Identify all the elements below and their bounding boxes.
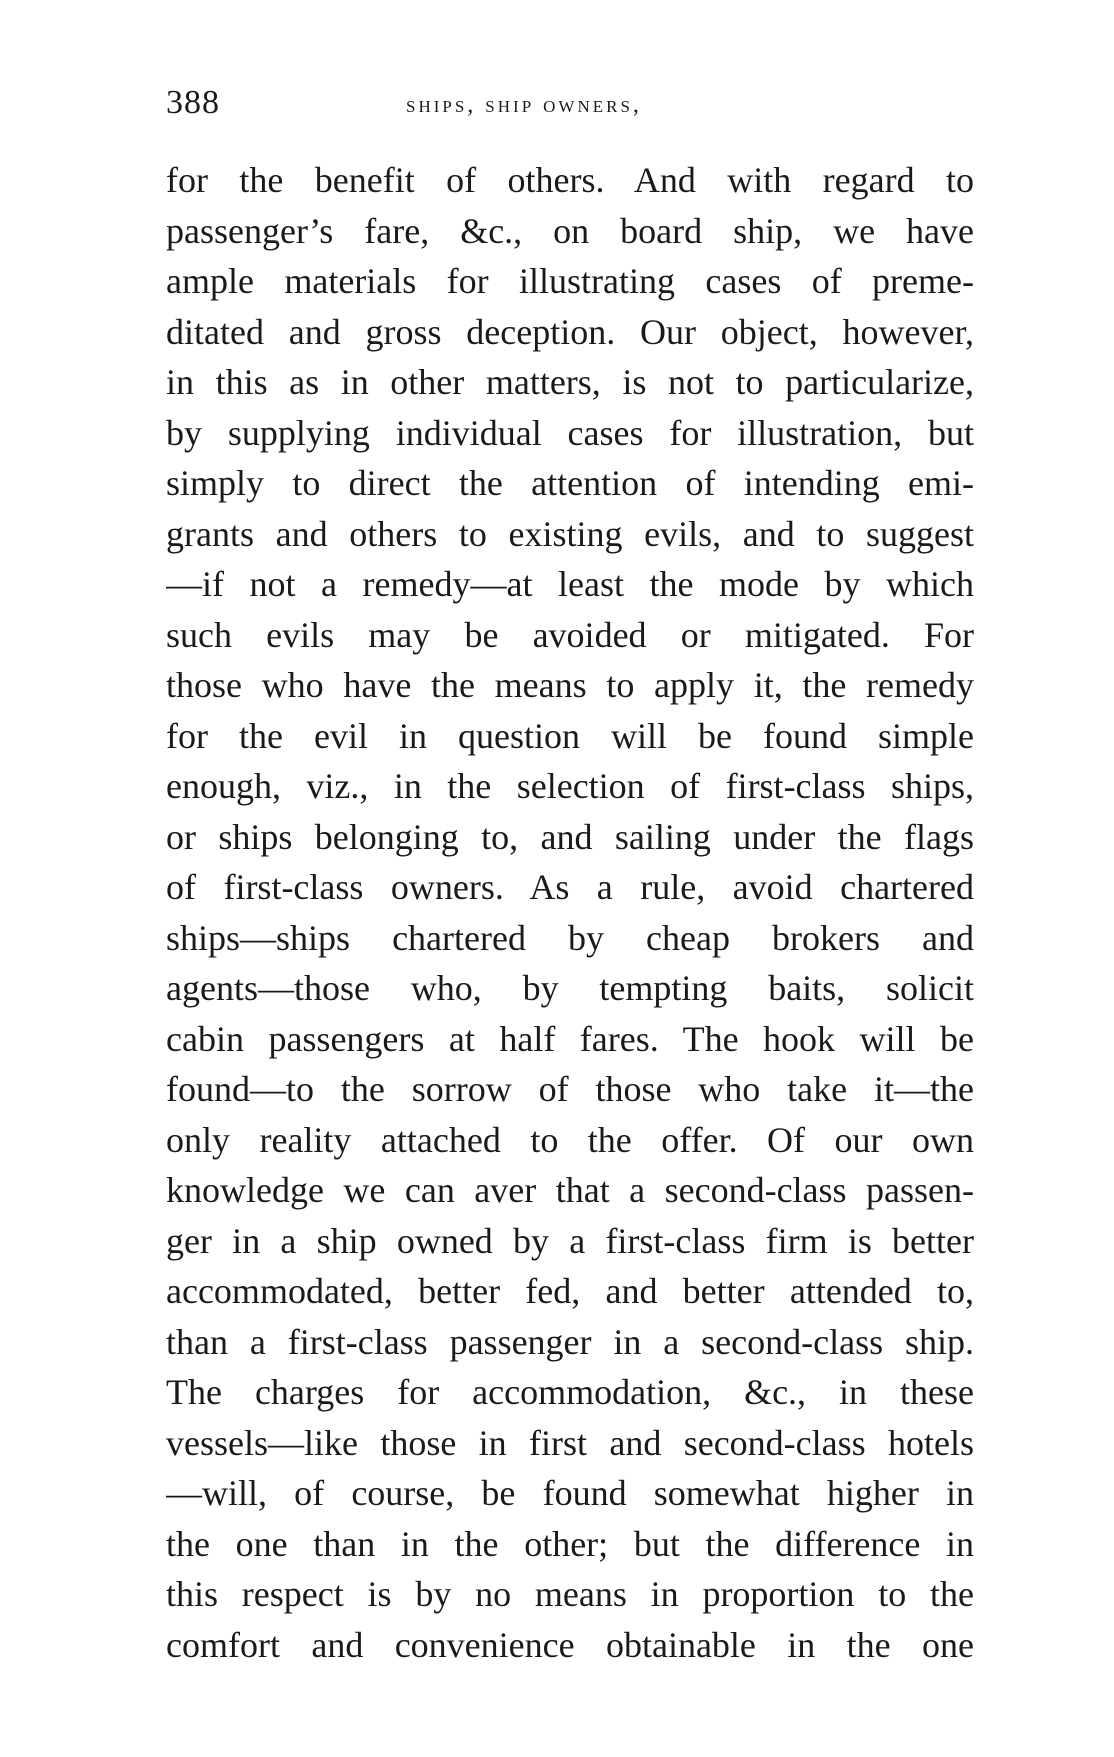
text-line: or ships belonging to, and sailing under the flags <box>166 816 974 857</box>
text-line: than a first-class passenger in a second-class ship. <box>166 1321 974 1362</box>
text-line: passenger’s fare, &c., on board ship, we have <box>166 210 974 251</box>
text-line: accommodated, better fed, and better attended to, <box>166 1271 974 1311</box>
text-line: by supplying individual cases for illustration, but <box>166 412 974 453</box>
text-line: the one than in the other; but the difference in <box>166 1523 974 1564</box>
text-line: ditated and gross deception. Our object, however, <box>166 311 974 352</box>
text-line: The charges for accommodation, &c., in these <box>166 1372 974 1412</box>
text-line: grants and others to existing evils, and to suggest <box>166 513 974 554</box>
page-number: 388 <box>166 84 220 121</box>
text-line: enough, viz., in the selection of first-class ships, <box>166 766 974 806</box>
text-line: of first-class owners. As a rule, avoid chartered <box>166 867 974 907</box>
text-line: for the benefit of others. And with regard to <box>166 160 974 200</box>
text-line: in this as in other matters, is not to particularize, <box>166 362 974 402</box>
text-line: such evils may be avoided or mitigated. For <box>166 614 974 655</box>
running-head <box>166 84 974 134</box>
text-line: cabin passengers at half fares. The hook will be <box>166 1018 974 1059</box>
text-line: ger in a ship owned by a first-class firm is better <box>166 1220 974 1261</box>
text-line: comfort and convenience obtainable in the one <box>166 1624 974 1665</box>
text-line: this respect is by no means in proportion to the <box>166 1574 974 1614</box>
text-line: vessels—like those in first and second-class hotels <box>166 1422 974 1463</box>
text-line: knowledge we can aver that a second-class passen- <box>166 1170 974 1210</box>
text-line: found—to the sorrow of those who take it—the <box>166 1069 974 1109</box>
text-line: ample materials for illustrating cases of preme- <box>166 261 974 301</box>
text-line: ships—ships chartered by cheap brokers and <box>166 917 974 958</box>
text-line: simply to direct the attention of intending emi- <box>166 463 974 503</box>
running-head-title: ships, ship owners, <box>406 92 642 118</box>
text-line: agents—those who, by tempting baits, solicit <box>166 968 974 1008</box>
body-text <box>166 155 974 1670</box>
text-line: only reality attached to the offer. Of our own <box>166 1119 974 1160</box>
text-line: those who have the means to apply it, the remedy <box>166 665 974 705</box>
text-line: for the evil in question will be found simple <box>166 715 974 756</box>
text-line: —if not a remedy—at least the mode by which <box>166 564 974 604</box>
text-line: —will, of course, be found somewhat higher in <box>166 1473 974 1513</box>
